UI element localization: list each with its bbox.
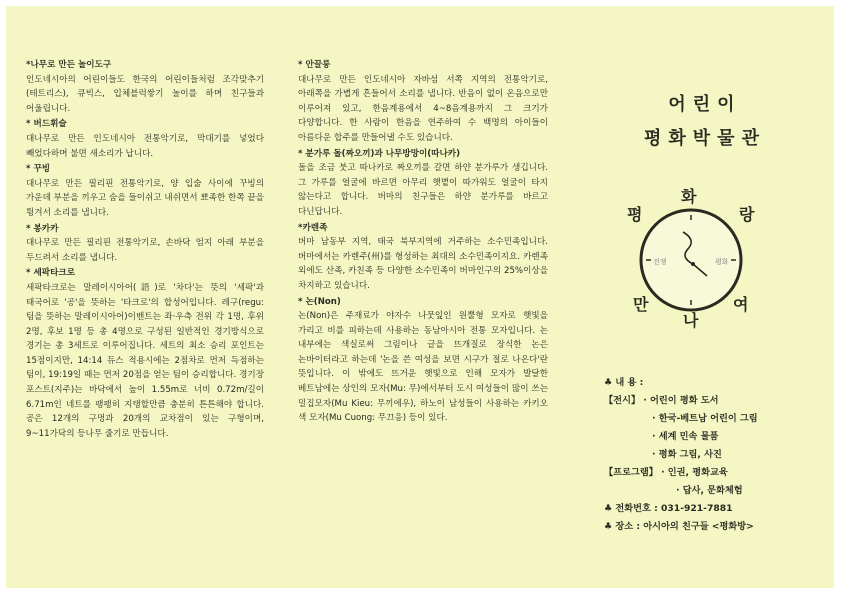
middle-column-section-title: * 분가루 돌(짜오끼)과 나무방망이(따나카) <box>298 148 461 159</box>
left-column-section-title: * 세팍타크로 <box>26 268 75 279</box>
exhibit-label: 【전시】 <box>604 395 641 406</box>
left-column-section-body: 대나무로 만든 인도네시아 전통악기로, 막대기를 넣었다 빼었다하며 불면 새소리가 납니다. <box>26 133 264 159</box>
exhibit-item-3: · 세계 민속 물품 <box>652 431 719 442</box>
clock-icon <box>611 180 771 330</box>
program-row <box>604 464 829 482</box>
emblem-left-word: 전쟁 <box>653 258 667 266</box>
middle-column-section-title: *카렌족 <box>298 222 328 233</box>
left-column-section-title: * 버드휘슬 <box>26 119 67 130</box>
phone-number: 031-921-7881 <box>661 503 733 514</box>
left-column-section-body: 대나무로 만든 필리핀 전통악기로, 손바닥 엄지 아래 부분을 두드려서 소리를 냅니다. <box>26 238 264 263</box>
peace-clock-emblem <box>611 180 771 330</box>
emblem-top-char-3: 랑 <box>739 205 755 224</box>
exhibit-item-2: · 한국-베트남 어린이 그림 <box>652 413 758 424</box>
middle-column-section-body: 대나무로 만든 인도네시아 자바섬 서쪽 지역의 전통악기로, 아래쪽을 가볍게 흔들어서 소리를 냅니다. 반음이 없이 온음으로만 이루어져 있고, 한음계용에서 4~8음계용까지 그 크기가 다양합니다. 한 사람이 한음을 연주하여 수 백명의 아이들이 아름다운 합주를 만들어낼 수도 있습니다. <box>298 74 548 143</box>
emblem-top-char-1: 평 <box>627 205 643 224</box>
emblem-top-char-2: 화 <box>681 187 697 206</box>
place-row <box>604 518 829 536</box>
museum-title <box>620 88 790 156</box>
middle-column-section-body: 논(Non)은 주재료가 야자수 나뭇잎인 원뿔형 모자로 햇빛을 가리고 비를 피하는데 사용하는 동남아시아 전통 모자입니다. 논 내부에는 색실로써 그림이나 글을 뜨개질로 장식한 논은 논바이터라고 하는데 '논을 쓴 여성을 보면 시구가 절로 나온다'란 뜻입니다. 이 밖에도 뜨거운 햇빛으로 인해 모자가 발달한 베트남에는 상인의 모자(Mu: 무)에서부터 도시 여성들이 많이 쓰는 밀집모자(Mu Kieu: 무끼에우), 하노이 남성들이 사용하는 카키오 색 모자(Mu Cuong: 무끄응) 등이 있다. <box>298 311 548 424</box>
program-item-1: · 인권, 평화교육 <box>661 467 728 478</box>
exhibit-item-1: · 어린이 평화 도서 <box>643 395 719 406</box>
exhibit-row <box>604 392 829 410</box>
emblem-right-word: 평화 <box>715 258 729 266</box>
left-column-section-body: 대나무로 만든 필리핀 전통악기로, 양 입술 사이에 꾸빙의 가운데 부분을 끼우고 숨을 들이쉬고 내쉬면서 뾰족한 한쪽 끝을 튕겨서 소리를 냅니다. <box>26 178 264 218</box>
place-label: ♣ 장소 : <box>604 521 641 532</box>
left-column-section-body: 인도네시아의 어린이들도 한국의 어린이들처럼 조각맞추기(테트리스), 큐빅스, 입체블럭쌓기 놀이를 하며 친구들과 어울립니다. <box>26 74 264 114</box>
middle-column-section-title: * 논(Non) <box>298 296 341 307</box>
museum-title-line2: 평화박물관 <box>644 128 766 149</box>
phone-label: ♣ 전화번호 : <box>604 503 658 514</box>
emblem-bottom-char-2: 나 <box>683 311 699 330</box>
left-column-section-body: 세팍타크로는 말레이시아어(語)로 '차다'는 뜻의 '세팍'과 태국어로 '공'을 뜻하는 '타크로'의 합성어입니다. 레구(regu:팀을 뜻하는 말레이시아어)이벤트는 좌·우측 전위 각 1명, 후위 2명, 후보 1명 등 총 4명으로 구성된 일반적인 경기방식으로 경기는 총 3세트로 이루어집니다. 세트의 최소 승리 포인트는 15점이지만, 14:14 듀스 적용시에는 2점차로 먼저 득점하는 팀이, 19:19일 때는 먼저 20점을 얻는 팀이 승리합니다. 경기장 포스트(지주)는 바닥에서 높이 1.55m로 너비 0.72m/길이 6.71m인 네트를 팽팽히 지탱할만큼 충분히 튼튼해야 합니다. 공은 12개의 구멍과 20개의 교차점이 있는 구형이며, 9~11가닥의 등나무 줄기로 만듭니다. <box>26 282 264 439</box>
exhibit-item-4: · 평화 그림, 사진 <box>652 449 722 460</box>
museum-title-line1: 어린이 <box>668 94 742 115</box>
phone-row <box>604 500 829 518</box>
program-item-2: · 답사, 문화체험 <box>676 485 743 496</box>
museum-info <box>604 374 829 536</box>
place-value: 아시아의 친구들 <평화방> <box>643 521 754 532</box>
middle-column-section-body: 돌을 조금 붓고 따나카로 짜오끼를 갈면 하얀 분가루가 생깁니다. 그 가루를 얼굴에 바르면 아무리 햇볕이 따가워도 얼굴이 타지 않는다고 합니다. 버마의 친구들은 하얀 분가루를 바르고 다닌답니다. <box>298 163 548 217</box>
contents-label: ♣ 내 용 : <box>604 377 644 388</box>
middle-column-section-title: * 안끌룽 <box>298 60 331 70</box>
left-column-section-title: *나무로 만든 놀이도구 <box>26 60 112 70</box>
middle-column <box>298 58 548 427</box>
emblem-bottom-char-1: 만 <box>633 295 649 314</box>
left-column <box>26 58 264 442</box>
left-column-section-title: * 꾸빙 <box>26 164 51 175</box>
left-column-section-title: * 봉카카 <box>26 223 59 234</box>
middle-column-section-body: 버마 남동부 지역, 태국 북부지역에 거주하는 소수민족입니다. 버마에서는 카렌주(州)를 형성하는 최대의 소수민족이지요. 카렌족 외에도 산족, 카친족 등 다양한 소수민족이 버마인구의 25%이상을 차지하고 있습니다. <box>298 237 548 291</box>
emblem-bottom-char-3: 여 <box>733 295 749 314</box>
program-label: 【프로그램】 <box>604 467 658 478</box>
